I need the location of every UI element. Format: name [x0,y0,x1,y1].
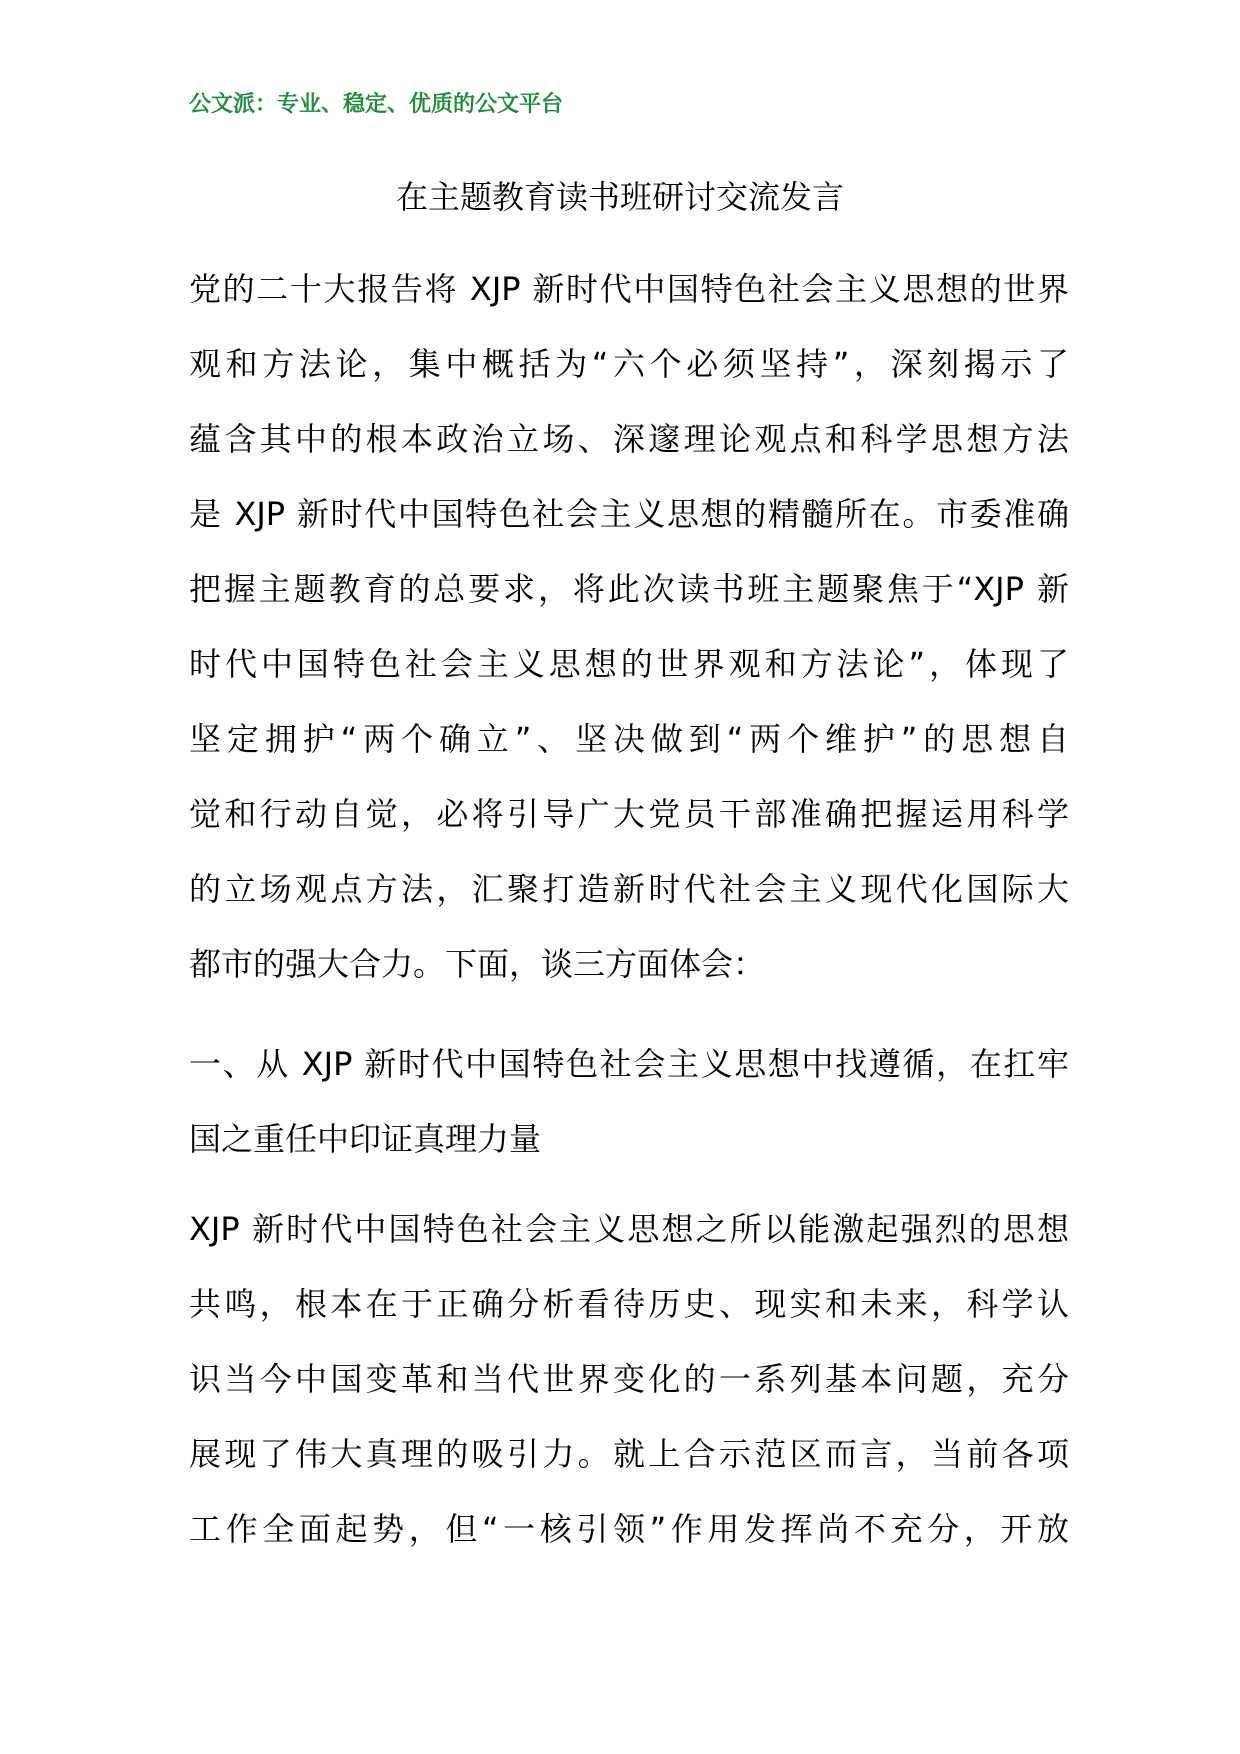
paragraph-line: 把握主题教育的总要求，将此次读书班主题聚焦于“XJP 新 [189,570,1069,608]
section-heading-1 [189,1027,1069,1177]
paragraph-line: 观和方法论，集中概括为“六个必须坚持”，深刻揭示了 [189,345,1069,383]
paragraph-line: 共鸣，根本在于正确分析看待历史、现实和未来，科学认 [189,1285,1069,1323]
heading-line: 一、从 XJP 新时代中国特色社会主义思想中找遵循，在扛牢 [189,1045,1069,1083]
paragraph-line: 工作全面起势，但“一核引领”作用发挥尚不充分，开放 [189,1510,1069,1548]
document-title: 在主题教育读书班研讨交流发言 [395,178,844,216]
paragraph-line: 觉和行动自觉，必将引导广大党员干部准确把握运用科学 [189,795,1069,833]
paragraph-line: 坚定拥护“两个确立”、坚决做到“两个维护”的思想自 [189,720,1069,758]
paragraph-line: 党的二十大报告将 XJP 新时代中国特色社会主义思想的世界 [189,270,1069,308]
paragraph-line: 蕴含其中的根本政治立场、深邃理论观点和科学思想方法 [189,420,1069,458]
paragraph-1 [189,252,1069,1002]
paragraph-line: 的立场观点方法，汇聚打造新时代社会主义现代化国际大 [189,870,1069,908]
paragraph-line: 都市的强大合力。下面，谈三方面体会： [189,945,766,983]
paragraph-line: 展现了伟大真理的吸引力。就上合示范区而言，当前各项 [189,1435,1069,1473]
paragraph-line: 是 XJP 新时代中国特色社会主义思想的精髓所在。市委准确 [189,495,1069,533]
brand-header: 公文派：专业、稳定、优质的公文平台 [189,92,564,117]
paragraph-2 [189,1192,1069,1567]
paragraph-line: 时代中国特色社会主义思想的世界观和方法论”，体现了 [189,645,1069,683]
heading-line: 国之重任中印证真理力量 [189,1120,542,1158]
paragraph-line: 识当今中国变革和当代世界变化的一系列基本问题，充分 [189,1360,1069,1398]
paragraph-line: XJP 新时代中国特色社会主义思想之所以能激起强烈的思想 [189,1210,1069,1248]
